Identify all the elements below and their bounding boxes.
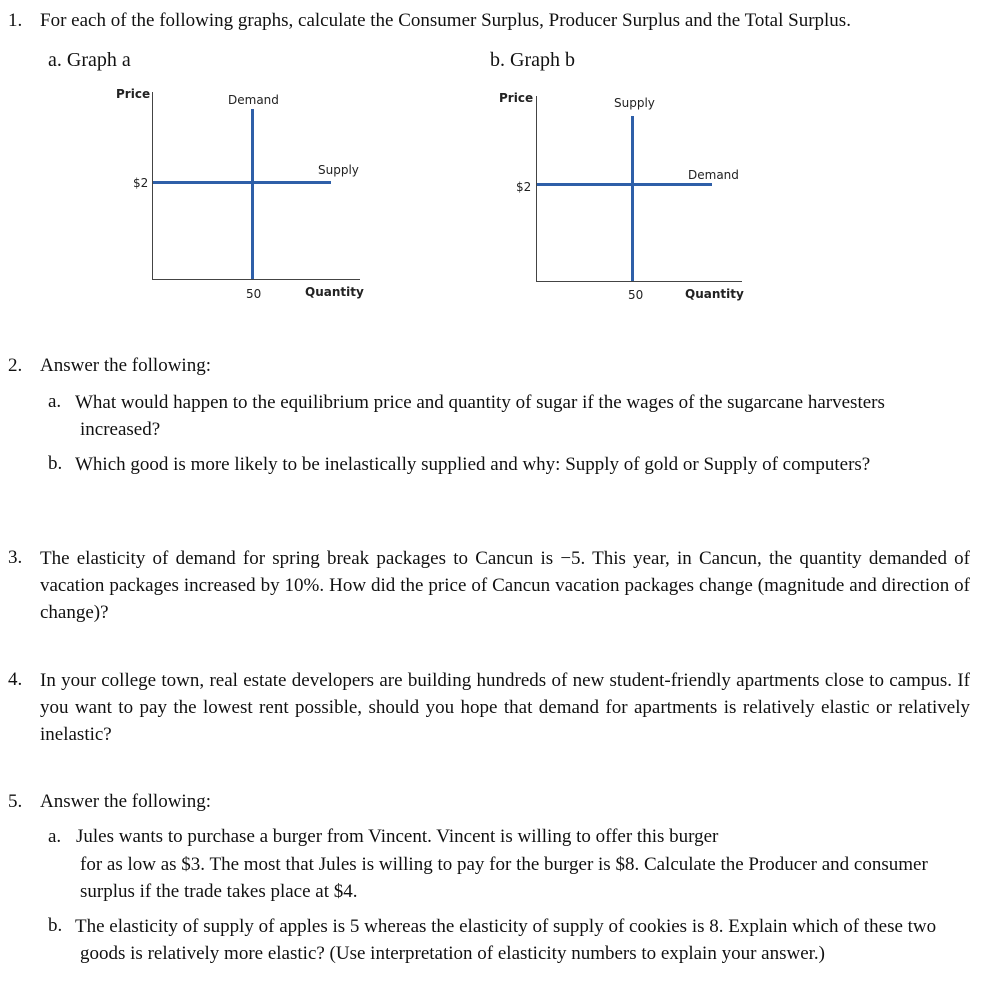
graph-a-heading: a. Graph a [48,49,131,71]
graph-a-x-axis-label: Quantity [305,285,364,299]
graph-b-y-axis [536,96,537,282]
graph-a-x-axis [152,279,360,280]
q2-a-text [48,389,908,443]
graph-b-demand-label: Demand [688,168,739,182]
q5-b-body: The elasticity of supply of apples is 5 whereas the elasticity of supply of cookies is 8. Explain which of these two goods is relatively more elastic? (Use interpretation of elasticity numbers to explain your answer.) [75,916,937,964]
q4-text: In your college town, real estate developers are building hundreds of new student-friendly apartments close to campus. If you want to pay the lowest rent possible, should you hope that demand for apartments is relatively elastic or relatively inelastic? [40,670,970,745]
graph-b-demand-curve [537,183,712,186]
q5-a-label: a. [48,826,62,847]
q5-b-text [48,913,968,967]
graph-a-price-tick: $2 [133,176,149,190]
q1-text: For each of the following graphs, calculate the Consumer Surplus, Producer Surplus and the Total Surplus. [40,10,851,31]
q4-number: 4. [8,669,23,690]
q5-a-rest: for as low as $3. The most that Jules is willing to pay for the burger is $8. Calculate the Producer and consumer surplus if the trade takes place at $4. [80,854,928,902]
graph-a-demand-curve [251,109,254,279]
q5-a-line1: Jules wants to purchase a burger from Vincent. Vincent is willing to offer this burger [76,826,719,847]
graph-a-supply-label: Supply [318,163,359,177]
q2-b-label: b. [48,453,63,474]
graph-b-supply-curve [631,116,634,281]
graph-a-y-axis-label: Price [116,87,151,101]
q3-text: The elasticity of demand for spring break packages to Cancun is −5. This year, in Cancun, the quantity demanded of vacation packages increased by 10%. How did the price of Cancun vacation packages change (magnitude and direction of change)? [40,548,970,623]
graph-b-price-tick: $2 [516,180,532,194]
q5-number: 5. [8,791,23,812]
q5-text: Answer the following: [40,791,211,812]
graph-b-supply-label: Supply [614,96,655,110]
graph-b-x-axis [536,281,742,282]
graph-b-heading: b. Graph b [490,49,575,71]
q5-b-label: b. [48,915,63,936]
q2-number: 2. [8,355,23,376]
q1-number: 1. [8,10,23,31]
graph-a-quantity-tick: 50 [246,287,262,301]
graph-a-supply-curve [153,181,331,184]
q2-a-body: What would happen to the equilibrium price and quantity of sugar if the wages of the sugarcane harvesters increased? [75,392,885,440]
q2-a-label: a. [48,391,62,412]
graph-a-y-axis [152,92,153,280]
q2-b-text [48,451,908,478]
graph-a-demand-label: Demand [228,93,279,107]
graph-b-y-axis-label: Price [499,91,534,105]
graph-b-quantity-tick: 50 [628,288,644,302]
q3-number: 3. [8,547,23,568]
graph-b-x-axis-label: Quantity [685,287,744,301]
q2-b-body: Which good is more likely to be inelastically supplied and why: Supply of gold or Supply of computers? [75,454,871,475]
q2-text: Answer the following: [40,355,211,376]
